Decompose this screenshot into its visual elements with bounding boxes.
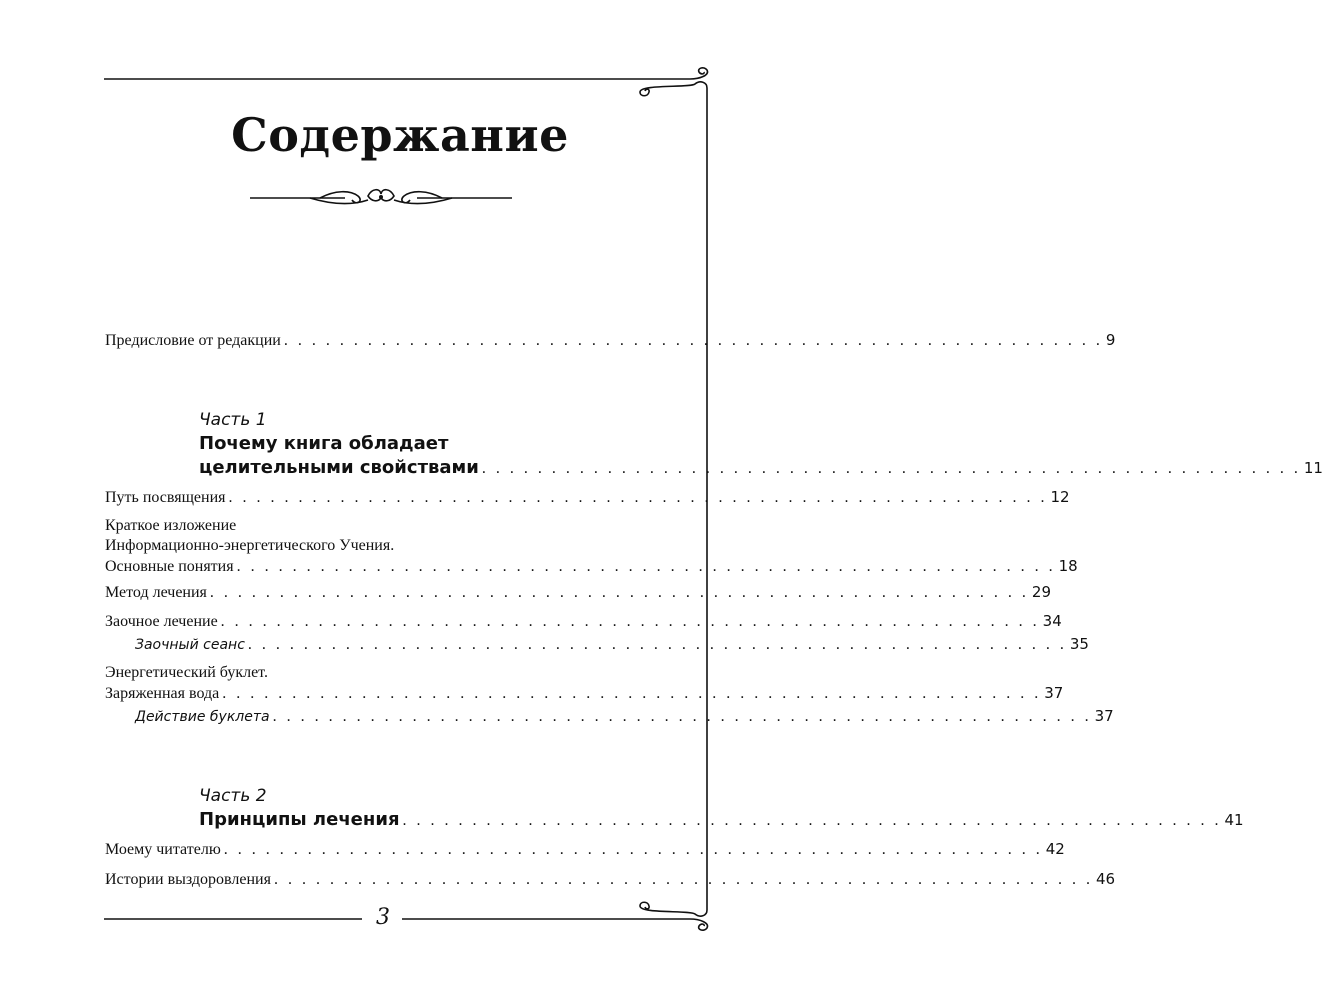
toc-page-number: 37 [1044,684,1064,702]
toc-page-number: 9 [1105,331,1116,349]
toc-page-number: 12 [1050,488,1070,506]
toc-page-number: 42 [1045,840,1065,858]
toc-entry[interactable] [105,487,1070,508]
dot-leader: . . . . . . . . . . . . . . . . . . . . . . . . . . . . . . . . . . . . . . . . . . . . . . . . . . . . . . . . . . . [481,460,1301,477]
dot-leader: . . . . . . . . . . . . . . . . . . . . . . . . . . . . . . . . . . . . . . . . . . . . . . . . . . . . . . . . . . . [228,489,1048,506]
toc-page-number: 29 [1031,583,1051,601]
toc-entry-title: Истории выздоровления [105,871,271,888]
dot-leader: . . . . . . . . . . . . . . . . . . . . . . . . . . . . . . . . . . . . . . . . . . . . . . . . . . . . . . . . . . . [402,812,1222,829]
toc-entry-title: Предисловие от редакции [105,332,281,349]
page-number: 3 [376,905,390,930]
dot-leader: . . . . . . . . . . . . . . . . . . . . . . . . . . . . . . . . . . . . . . . . . . . . . . . . . . . . . . . . . . . [209,584,1029,601]
part-1-label: Часть 1 [199,410,267,430]
dot-leader: . . . . . . . . . . . . . . . . . . . . . . . . . . . . . . . . . . . . . . . . . . . . . . . . . . . . . . . . . . . [283,332,1103,349]
toc-page-number: 18 [1058,557,1078,575]
toc-part-1-title[interactable] [199,432,1323,481]
toc-page-number: 41 [1224,811,1244,829]
toc-entry-title: Основные понятия [105,558,234,575]
part-title-line: целительными свойствами [199,457,479,478]
toc-entry[interactable] [105,582,1051,603]
toc-entry[interactable] [105,611,1062,632]
toc-page-number: 11 [1303,459,1323,477]
toc-entry-title: Моему читателю [105,841,221,858]
part-2-label: Часть 2 [199,786,267,806]
toc-subentry[interactable] [135,706,1114,727]
dot-leader: . . . . . . . . . . . . . . . . . . . . . . . . . . . . . . . . . . . . . . . . . . . . . . . . . . . . . . . . . . . [236,558,1056,575]
toc-entry[interactable] [105,663,1064,704]
dot-leader: . . . . . . . . . . . . . . . . . . . . . . . . . . . . . . . . . . . . . . . . . . . . . . . . . . . . . . . . . . . [272,708,1092,725]
toc-entry-title: Действие буклета [135,709,270,725]
toc-entry-title: Заочное лечение [105,613,218,630]
toc-entry-title: Заочный сеанс [135,637,245,653]
toc-page-number: 35 [1069,635,1089,653]
toc-entry-title: Информационно-энергетического Учения. [105,537,395,554]
toc-entry-title: Энергетический буклет. [105,664,268,681]
toc-subentry[interactable] [135,634,1089,655]
toc-entry[interactable] [105,516,1078,577]
dot-leader: . . . . . . . . . . . . . . . . . . . . . . . . . . . . . . . . . . . . . . . . . . . . . . . . . . . . . . . . . . . [223,841,1043,858]
toc-entry[interactable] [105,869,1116,890]
title-ornament [250,186,512,210]
dot-leader: . . . . . . . . . . . . . . . . . . . . . . . . . . . . . . . . . . . . . . . . . . . . . . . . . . . . . . . . . . . [220,613,1040,630]
toc-page-number: 46 [1095,870,1116,888]
dot-leader: . . . . . . . . . . . . . . . . . . . . . . . . . . . . . . . . . . . . . . . . . . . . . . . . . . . . . . . . . . . [222,685,1042,702]
toc-page-number: 37 [1094,707,1114,725]
toc-entry-title: Метод лечения [105,584,207,601]
part-title-line: Принципы лечения [199,809,400,830]
toc-entry-title: Заряженная вода [105,685,220,702]
toc-entry-title: Краткое изложение [105,517,237,534]
page-title: Содержание [231,108,569,162]
toc-page-number: 34 [1042,612,1062,630]
toc-entry-title: Путь посвящения [105,489,226,506]
toc-entry-preface[interactable] [105,330,1116,351]
toc-entry[interactable] [105,839,1065,860]
dot-leader: . . . . . . . . . . . . . . . . . . . . . . . . . . . . . . . . . . . . . . . . . . . . . . . . . . . . . . . . . . . [247,636,1067,653]
part-title-line: Почему книга обладает [199,433,449,454]
dot-leader: . . . . . . . . . . . . . . . . . . . . . . . . . . . . . . . . . . . . . . . . . . . . . . . . . . . . . . . . . . . [273,871,1093,888]
toc-part-2-title[interactable] [199,808,1244,833]
